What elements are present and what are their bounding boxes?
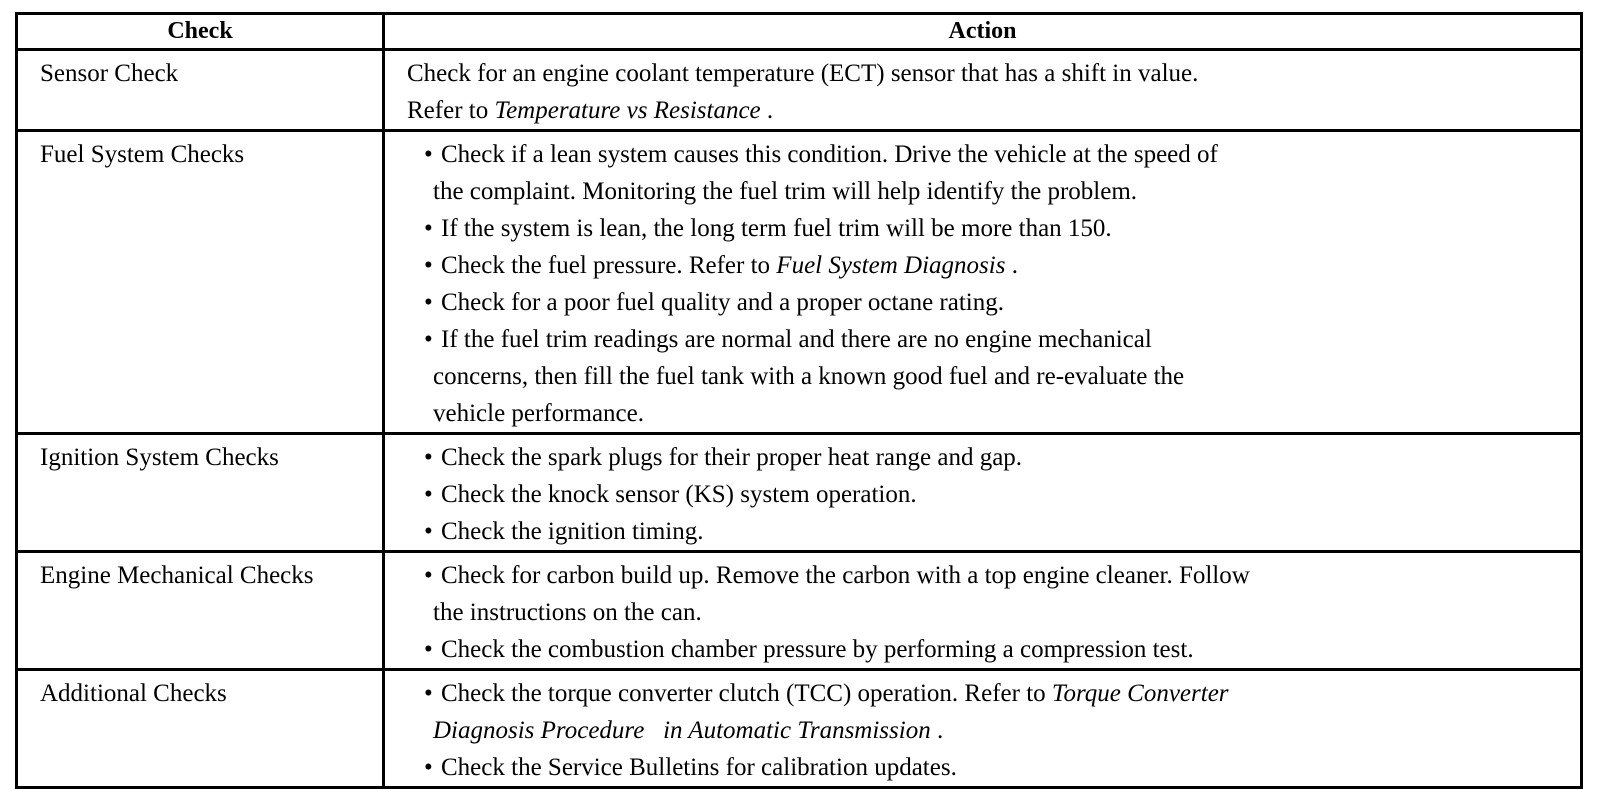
list-item: • Check if a lean system causes this condition. Drive the vehicle at the speed of the complaint. Monitoring the fuel trim will help identify the problem. xyxy=(407,136,1580,210)
action-text: Check for an engine coolant temperature (ECT) sensor that has a shift in value. xyxy=(407,60,1199,87)
bullet-icon: • xyxy=(424,680,433,707)
bullet-icon: • xyxy=(424,141,433,168)
table-row xyxy=(17,131,1582,434)
bullet-icon: • xyxy=(424,215,433,242)
reference-link: Fuel System Diagnosis xyxy=(776,252,1006,279)
action-bullet-list xyxy=(407,557,1580,668)
reference-link: Diagnosis Procedure in Automatic Transmission xyxy=(433,717,931,744)
list-item: • Check for a poor fuel quality and a proper octane rating. xyxy=(407,284,1580,321)
action-cell-sensor xyxy=(384,50,1582,131)
action-cell-additional xyxy=(384,670,1582,788)
reference-link: Torque Converter xyxy=(1051,680,1229,707)
table-row xyxy=(17,670,1582,788)
table-header-row xyxy=(17,14,1582,50)
table-row xyxy=(17,434,1582,552)
check-cell-engine-mechanical: Engine Mechanical Checks xyxy=(17,552,384,670)
bullet-icon: • xyxy=(424,444,433,471)
check-cell-sensor: Sensor Check xyxy=(17,50,384,131)
bullet-icon: • xyxy=(424,754,433,781)
list-item: • If the fuel trim readings are normal and there are no engine mechanical concerns, then fill the fuel tank with a known good fuel and re-evaluate the vehicle performance. xyxy=(407,321,1580,432)
bullet-icon: • xyxy=(424,326,433,353)
bullet-icon: • xyxy=(424,481,433,508)
action-cell-fuel xyxy=(384,131,1582,434)
bullet-icon: • xyxy=(424,636,433,663)
action-reference: Refer to Temperature vs Resistance . xyxy=(407,97,774,124)
column-header-check: Check xyxy=(17,14,384,50)
list-item: • Check the torque converter clutch (TCC) operation. Refer to Torque Converter Diagnosis Procedure in Automatic Transmission . xyxy=(407,675,1580,749)
list-item: • Check for carbon build up. Remove the carbon with a top engine cleaner. Follow the instructions on the can. xyxy=(407,557,1580,631)
list-item: • If the system is lean, the long term fuel trim will be more than 150. xyxy=(407,210,1580,247)
column-header-action: Action xyxy=(384,14,1582,50)
list-item: • Check the knock sensor (KS) system operation. xyxy=(407,476,1580,513)
bullet-icon: • xyxy=(424,518,433,545)
action-cell-engine-mechanical xyxy=(384,552,1582,670)
action-bullet-list xyxy=(407,675,1580,786)
list-item: • Check the Service Bulletins for calibration updates. xyxy=(407,749,1580,786)
list-item: • Check the combustion chamber pressure by performing a compression test. xyxy=(407,631,1580,668)
table-row xyxy=(17,50,1582,131)
list-item: • Check the ignition timing. xyxy=(407,513,1580,550)
check-cell-fuel: Fuel System Checks xyxy=(17,131,384,434)
reference-link: Temperature vs Resistance xyxy=(494,97,761,124)
check-cell-additional: Additional Checks xyxy=(17,670,384,788)
action-bullet-list xyxy=(407,136,1580,432)
bullet-icon: • xyxy=(424,562,433,589)
bullet-icon: • xyxy=(424,289,433,316)
table-row xyxy=(17,552,1582,670)
bullet-icon: • xyxy=(424,252,433,279)
check-cell-ignition: Ignition System Checks xyxy=(17,434,384,552)
list-item: • Check the spark plugs for their proper heat range and gap. xyxy=(407,439,1580,476)
action-cell-ignition xyxy=(384,434,1582,552)
list-item: • Check the fuel pressure. Refer to Fuel System Diagnosis . xyxy=(407,247,1580,284)
action-bullet-list xyxy=(407,439,1580,550)
diagnostic-table xyxy=(15,12,1583,789)
